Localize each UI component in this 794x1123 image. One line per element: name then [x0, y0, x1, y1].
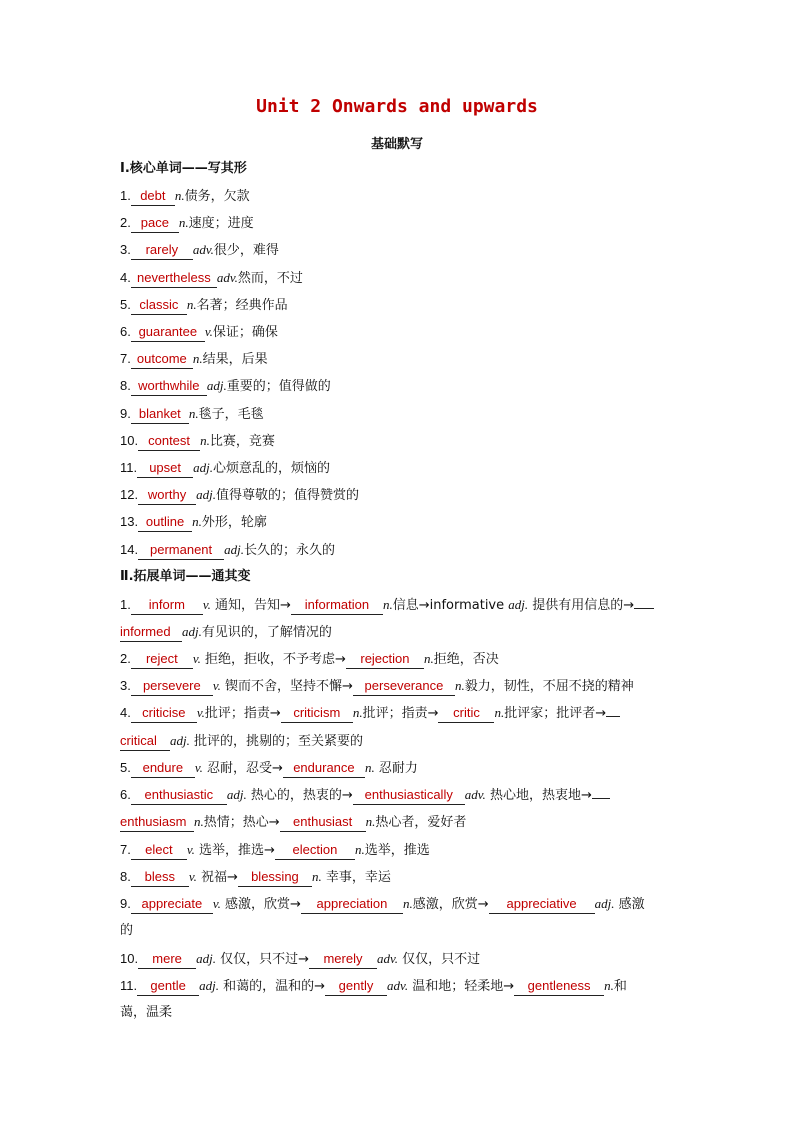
answer-blank: nevertheless	[131, 269, 217, 288]
list-item	[120, 596, 680, 615]
item-number: 7.	[120, 842, 131, 857]
part-of-speech: n.	[364, 760, 375, 775]
list-item	[120, 323, 680, 342]
answer-blank: criticism	[281, 704, 353, 723]
part-of-speech: adj.	[508, 597, 529, 612]
part-of-speech: v.	[186, 842, 195, 857]
part-of-speech: v.	[196, 705, 205, 720]
list-item-continuation	[120, 732, 680, 751]
item-number: 10.	[120, 951, 139, 966]
part-of-speech: n.	[174, 188, 185, 203]
item-number: 3.	[120, 678, 131, 693]
meaning-text: 和	[613, 979, 627, 994]
list-item	[120, 486, 680, 505]
part-of-speech: adv.	[376, 951, 399, 966]
answer-blank: mere	[138, 950, 196, 969]
answer-blank: permanent	[138, 541, 224, 560]
part-of-speech: adj.	[206, 378, 227, 394]
answer-blank: gently	[325, 977, 387, 996]
list-item-continuation	[120, 623, 680, 642]
section-heading-core: Ⅰ.核心单词——写其形	[120, 161, 247, 176]
meaning-text: 选举，推选→	[194, 843, 275, 858]
list-item-continuation	[120, 922, 680, 940]
meaning-text: 外形，轮廓	[201, 515, 267, 531]
part-of-speech: v.	[192, 651, 201, 666]
part-of-speech: adj.	[224, 541, 244, 557]
answer-blank: worthwhile	[131, 377, 207, 396]
meaning-text: 批评；指责→	[204, 706, 281, 721]
item-number: 12.	[120, 487, 139, 503]
page-title: Unit 2 Onwards and upwards	[256, 96, 538, 117]
answer-blank: endurance	[283, 759, 365, 778]
answer-blank: guarantee	[131, 323, 205, 342]
meaning-text: 信息→informative	[392, 598, 509, 613]
answer-blank: informed	[120, 623, 182, 642]
part-of-speech: n.	[402, 896, 413, 911]
item-number: 9.	[120, 405, 131, 421]
answer-blank: persevere	[131, 677, 213, 696]
answer-blank: worthy	[138, 486, 196, 505]
answer-blank-continued	[634, 608, 654, 609]
meaning-text: 心烦意乱的，烦恼的	[212, 461, 330, 476]
list-item	[120, 759, 680, 778]
part-of-speech: n.	[200, 432, 210, 448]
meaning-text: 很少，难得	[213, 243, 279, 259]
list-item	[120, 977, 680, 996]
item-number: 9.	[120, 896, 131, 911]
meaning-text: 感激，欣赏→	[220, 897, 301, 912]
list-item	[120, 541, 680, 560]
meaning-text: 结果，后果	[202, 352, 268, 368]
part-of-speech: n.	[354, 842, 365, 857]
item-number: 5.	[120, 296, 131, 312]
item-number: 5.	[120, 760, 131, 775]
part-of-speech: n.	[382, 597, 393, 612]
meaning-text: 仅仅，只不过	[398, 952, 481, 967]
part-of-speech: adj.	[226, 787, 247, 802]
answer-blank: enthusiasm	[120, 813, 194, 832]
meaning-text: 比赛，竞赛	[209, 433, 275, 449]
part-of-speech: adv.	[387, 978, 409, 993]
meaning-text: 温和地；轻柔地→	[408, 979, 515, 994]
list-item	[120, 841, 680, 860]
part-of-speech: n.	[311, 869, 322, 884]
part-of-speech: adv.	[192, 242, 214, 258]
list-item	[120, 513, 680, 532]
answer-blank: gentleness	[514, 977, 604, 996]
part-of-speech: adv.	[464, 787, 486, 802]
part-of-speech: n.	[604, 978, 614, 993]
list-item	[120, 241, 680, 260]
answer-blank: bless	[131, 868, 189, 887]
answer-blank: gentle	[137, 977, 199, 996]
meaning-text: 热情；热心→	[203, 815, 280, 830]
answer-blank: rarely	[131, 241, 193, 260]
item-number: 1.	[120, 597, 131, 612]
part-of-speech: n.	[178, 215, 189, 231]
item-number: 4.	[120, 269, 131, 285]
list-item	[120, 377, 680, 396]
answer-blank: perseverance	[353, 677, 455, 696]
meaning-text: 拒绝，否决	[433, 652, 499, 667]
list-item-continuation	[120, 813, 680, 832]
meaning-text: 批评的，挑剔的；至关紧要的	[189, 734, 364, 749]
part-of-speech: v.	[212, 896, 221, 911]
page-subtitle: 基础默写	[370, 137, 423, 152]
item-number: 6.	[120, 787, 131, 802]
answer-blank: merely	[309, 950, 377, 969]
answer-blank: enthusiastically	[353, 786, 465, 805]
part-of-speech: adj.	[196, 951, 216, 966]
part-of-speech: v.	[202, 597, 211, 612]
list-item	[120, 214, 680, 233]
list-item	[120, 432, 680, 451]
meaning-text: 名著；经典作品	[196, 297, 288, 313]
answer-blank: upset	[137, 459, 193, 478]
part-of-speech: adj.	[182, 624, 202, 639]
meaning-text: 忍耐力	[374, 761, 418, 776]
item-number: 6.	[120, 324, 131, 339]
meaning-text: 有见识的，了解情况的	[201, 625, 332, 640]
part-of-speech: n.	[186, 296, 197, 312]
list-item	[120, 677, 680, 696]
answer-blank: reject	[131, 650, 193, 669]
answer-blank: pace	[131, 214, 179, 233]
meaning-text: 保证；确保	[212, 325, 278, 340]
meaning-text: 蔼，温柔	[120, 1005, 173, 1020]
answer-blank: contest	[138, 432, 200, 451]
item-number: 14.	[120, 541, 139, 557]
meaning-text: 选举，推选	[364, 843, 430, 858]
answer-blank: appreciation	[301, 895, 403, 914]
answer-blank: election	[275, 841, 355, 860]
meaning-text: 批评；指责→	[362, 706, 439, 721]
answer-blank: inform	[131, 596, 203, 615]
part-of-speech: n.	[194, 814, 204, 829]
list-item	[120, 296, 680, 315]
meaning-text: 锲而不舍，坚持不懈→	[220, 679, 353, 694]
part-of-speech: n.	[192, 351, 203, 367]
answer-blank: appreciate	[131, 895, 213, 914]
part-of-speech: n.	[365, 814, 376, 829]
part-of-speech: n.	[352, 705, 363, 720]
item-number: 8.	[120, 378, 131, 394]
item-number: 2.	[120, 215, 131, 231]
item-number: 1.	[120, 188, 131, 203]
list-item	[120, 786, 680, 805]
part-of-speech: adj.	[594, 896, 615, 911]
answer-blank: classic	[131, 296, 187, 315]
part-of-speech: n.	[454, 678, 465, 693]
meaning-text: 然而，不过	[237, 270, 303, 286]
answer-blank: critical	[120, 732, 170, 751]
meaning-text: 重要的；值得做的	[226, 379, 331, 395]
list-item	[120, 895, 680, 914]
answer-blank: blessing	[238, 868, 312, 887]
list-item	[120, 459, 680, 478]
part-of-speech: n.	[423, 651, 434, 666]
answer-blank: outcome	[131, 350, 193, 369]
meaning-text: 祝福→	[196, 870, 238, 885]
meaning-text: 拒绝，拒收，不予考虑→	[200, 652, 346, 667]
meaning-text: 速度；进度	[188, 216, 254, 232]
answer-blank: enthusiastic	[131, 786, 227, 805]
list-item	[120, 269, 680, 288]
part-of-speech: v.	[212, 678, 221, 693]
item-number: 4.	[120, 705, 131, 720]
answer-blank: appreciative	[489, 895, 595, 914]
meaning-text: 长久的；永久的	[243, 542, 335, 558]
answer-blank: criticise	[131, 704, 197, 723]
item-number: 13.	[120, 514, 139, 530]
meaning-text: 提供有用信息的→	[528, 598, 635, 613]
meaning-text: 毯子，毛毯	[198, 406, 264, 422]
item-number: 11.	[120, 460, 138, 475]
item-number: 2.	[120, 651, 131, 666]
item-number: 10.	[120, 432, 139, 448]
part-of-speech: adj.	[196, 487, 216, 503]
meaning-text: 债务，欠款	[184, 189, 250, 204]
answer-blank: debt	[131, 187, 175, 206]
part-of-speech: adj.	[170, 733, 190, 748]
answer-blank-continued	[606, 716, 620, 717]
meaning-text: 忍耐，忍受→	[202, 761, 283, 776]
meaning-text: 幸事，幸运	[321, 870, 391, 885]
list-item	[120, 350, 680, 369]
item-number: 3.	[120, 242, 131, 258]
part-of-speech: v.	[188, 869, 197, 884]
meaning-text: 热心地，热衷地→	[485, 788, 592, 803]
part-of-speech: adj.	[193, 460, 213, 475]
list-item	[120, 704, 680, 723]
item-number: 11.	[120, 978, 138, 993]
list-item	[120, 868, 680, 887]
meaning-text: 感激，欣赏→	[412, 897, 489, 912]
answer-blank: critic	[438, 704, 494, 723]
answer-blank: elect	[131, 841, 187, 860]
answer-blank: endure	[131, 759, 195, 778]
meaning-text: 通知，告知→	[215, 598, 291, 613]
list-item	[120, 950, 680, 969]
list-item	[120, 405, 680, 424]
meaning-text: 仅仅，只不过→	[215, 952, 309, 967]
part-of-speech: v.	[194, 760, 203, 775]
part-of-speech: adv.	[216, 269, 238, 285]
list-item	[120, 187, 680, 206]
answer-blank: information	[291, 596, 383, 615]
list-item-continuation	[120, 1004, 680, 1022]
list-item	[120, 650, 680, 669]
section-heading-extended: Ⅱ.拓展单词——通其变	[120, 569, 251, 584]
meaning-text: 感激	[614, 897, 645, 912]
meaning-text: 热心者，爱好者	[375, 815, 467, 830]
meaning-text: 的	[120, 923, 134, 938]
item-number: 7.	[120, 351, 131, 367]
part-of-speech: n.	[494, 705, 505, 720]
meaning-text: 批评家；批评者→	[504, 706, 607, 721]
answer-blank-continued	[592, 798, 610, 799]
meaning-text: 和蔼的，温和的→	[218, 979, 326, 994]
item-number: 8.	[120, 869, 131, 884]
answer-blank: blanket	[131, 405, 189, 424]
answer-blank: outline	[138, 513, 192, 532]
part-of-speech: n.	[188, 405, 199, 421]
part-of-speech: n.	[192, 514, 202, 530]
meaning-text: 值得尊敬的；值得赞赏的	[215, 488, 359, 504]
answer-blank: rejection	[346, 650, 424, 669]
part-of-speech: v.	[204, 324, 213, 339]
meaning-text: 毅力，韧性，不屈不挠的精神	[464, 679, 634, 694]
part-of-speech: adj.	[199, 978, 219, 993]
answer-blank: enthusiast	[280, 813, 366, 832]
meaning-text: 热心的，热衷的→	[246, 788, 353, 803]
